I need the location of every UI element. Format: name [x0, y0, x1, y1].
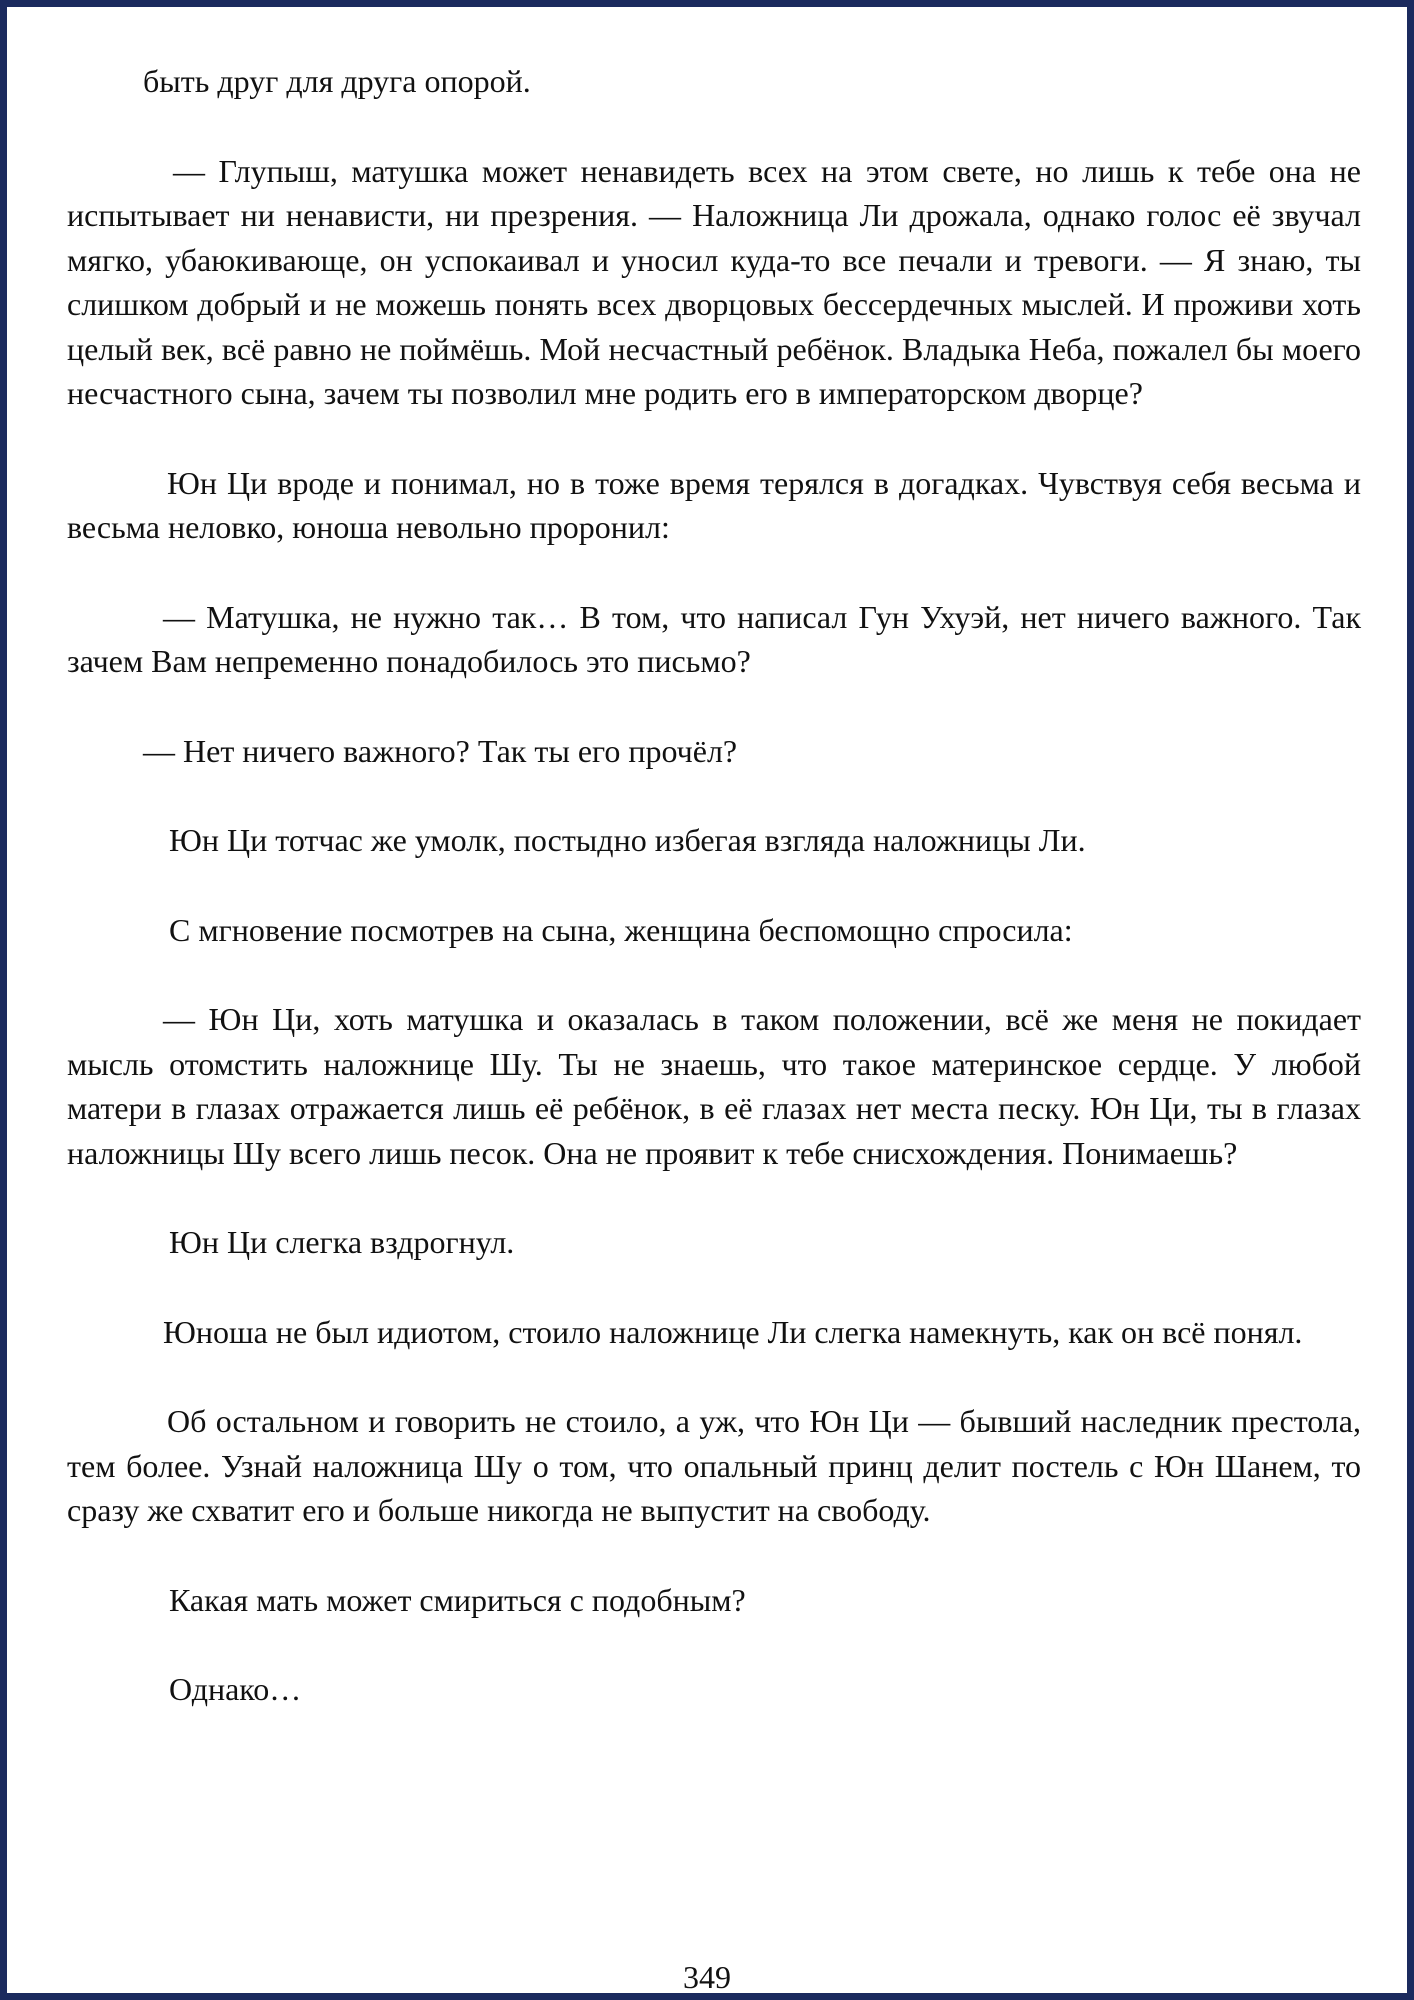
paragraph: Юн Ци тотчас же умолк, постыдно избегая взгляда наложницы Ли.: [169, 822, 1086, 858]
paragraph: — Глупыш, матушка может ненавидеть всех на этом свете, но лишь к тебе она не испытывает ни ненависти, ни презрения. — Наложница Ли дрожала, однако голос её звучал мягко, убаюкивающе, он успокаивал и уносил куда-то все печали и тревоги. — Я знаю, ты слишком добрый и не можешь понять всех дворцовых бессердечных мыслей. И проживи хоть целый век, всё равно не поймёшь. Мой несчастный ребёнок. Владыка Неба, пожалел бы моего несчастного сына, зачем ты позволил мне родить его в императорском дворце?: [67, 152, 1361, 411]
paragraph: Юн Ци слегка вздрогнул.: [169, 1224, 515, 1260]
paragraph: быть друг для друга опорой.: [143, 63, 531, 99]
paragraph: — Нет ничего важного? Так ты его прочёл?: [143, 732, 738, 769]
paragraph: — Матушка, не нужно так… В том, что написал Гун Ухуэй, нет ничего важного. Так зачем Вам непременно понадобилось это письмо?: [67, 598, 1361, 679]
page-body: [67, 59, 1361, 1757]
paragraph: Однако…: [169, 1671, 302, 1707]
paragraph: Юн Ци вроде и понимал, но в тоже время терялся в догадках. Чувствуя себя весьма и весьма неловко, юноша невольно проронил:: [67, 464, 1361, 545]
paragraph: Об остальном и говорить не стоило, а уж, что Юн Ци — бывший наследник престола, тем более. Узнай наложница Шу о том, что опальный принц делит постель с Юн Шанем, то сразу же схватит его и больше никогда не выпустит на свободу.: [67, 1403, 1361, 1528]
paragraph: — Юн Ци, хоть матушка и оказалась в таком положении, всё же меня не покидает мысль отомстить наложнице Шу. Ты не знаешь, что такое материнское сердце. У любой матери в глазах отражается лишь её ребёнок, в её глазах нет места песку. Юн Ци, ты в глазах наложницы Шу всего лишь песок. Она не проявит к тебе снисхождения. Понимаешь?: [67, 1001, 1361, 1171]
paragraph: С мгновение посмотрев на сына, женщина беспомощно спросила:: [169, 911, 1073, 948]
paragraph: Юноша не был идиотом, стоило наложнице Ли слегка намекнуть, как он всё понял.: [163, 1313, 1303, 1350]
paragraph: Какая мать может смириться с подобным?: [169, 1581, 746, 1618]
page-number: 349: [683, 1959, 731, 1995]
